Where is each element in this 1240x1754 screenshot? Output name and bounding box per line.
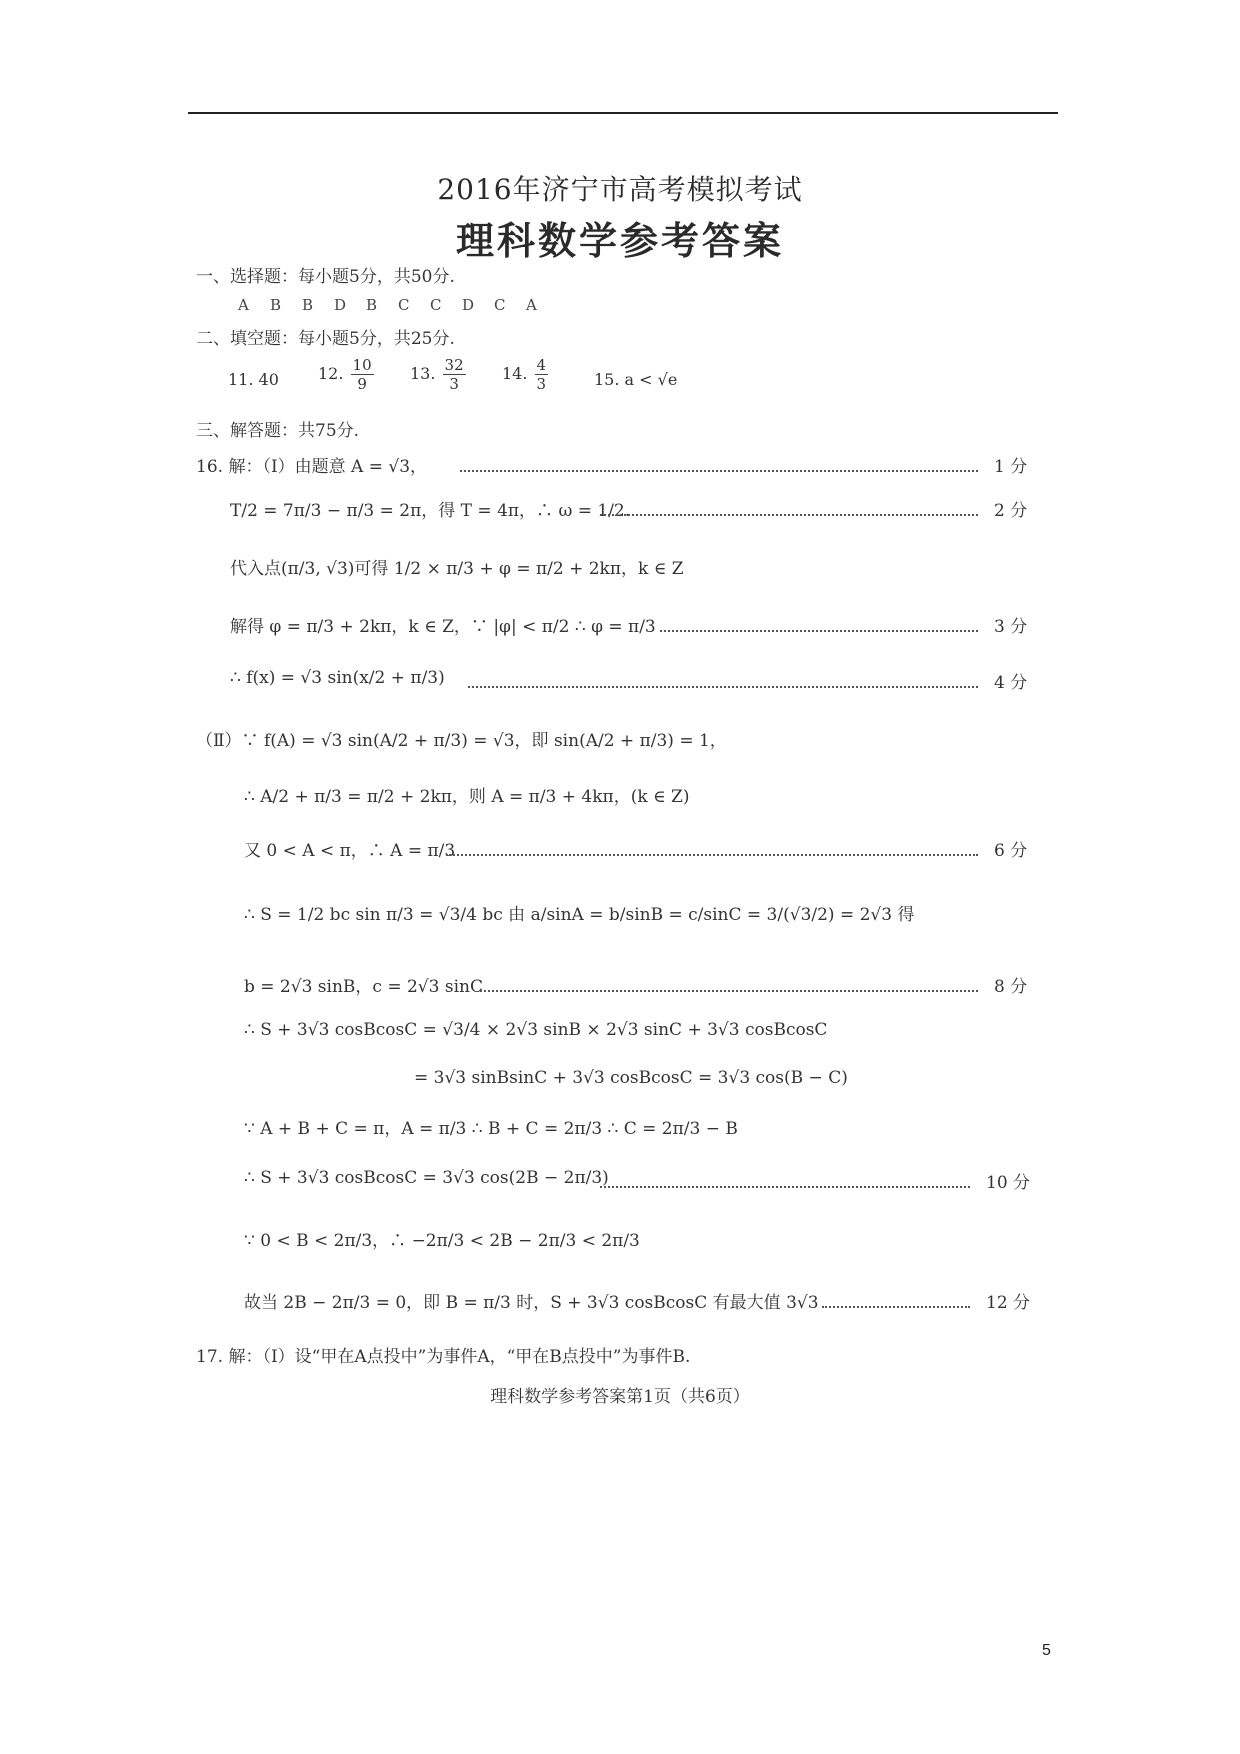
- score-8: 8 分: [994, 977, 1028, 997]
- q17-line-1: 17. 解：（Ⅰ）设“甲在A点投中”为事件A，“甲在B点投中”为事件B.: [196, 1347, 691, 1367]
- q16-part2-line-3: 又 0 < A < π，∴ A = π/3: [244, 841, 456, 861]
- section1-heading: 一、选择题：每小题5分，共50分.: [196, 267, 455, 287]
- answer-key-title: 理科数学参考答案: [455, 218, 784, 263]
- dot-leader: [600, 514, 978, 516]
- q16-line-1: 16. 解：（Ⅰ）由题意 A = √3，: [196, 457, 428, 477]
- page-number: 5: [1042, 1642, 1051, 1659]
- fill-answer-12: 12. $\frac{10}{9}$: [318, 356, 372, 393]
- score-10: 10 分: [986, 1173, 1031, 1193]
- q16-line-4: 解得 φ = π/3 + 2kπ，k ∈ Z，∵ |φ| < π/2 ∴ φ = π/3: [230, 617, 656, 637]
- section2-heading: 二、填空题：每小题5分，共25分.: [196, 329, 455, 349]
- q16-part2-line-9: ∴ S + 3√3 cosBcosC = 3√3 cos(2B − 2π/3): [244, 1168, 609, 1188]
- answer-2: B: [270, 296, 282, 314]
- dot-leader: [480, 990, 978, 992]
- dot-leader: [468, 686, 978, 688]
- dot-leader: [446, 854, 978, 856]
- dot-leader: [460, 470, 978, 472]
- score-2: 2 分: [994, 501, 1028, 521]
- answer-8: D: [462, 296, 475, 314]
- answer-4: D: [334, 296, 347, 314]
- score-3: 3 分: [994, 617, 1028, 637]
- q16-line-3: 代入点(π/3, √3)可得 1/2 × π/3 + φ = π/2 + 2kπ，k ∈ Z: [230, 559, 684, 579]
- dot-leader: [660, 630, 978, 632]
- answer-3: B: [302, 296, 314, 314]
- q16-line-2: T/2 = 7π/3 − π/3 = 2π，得 T = 4π，∴ ω = 1/2.: [230, 501, 631, 521]
- answer-7: C: [430, 296, 442, 314]
- q16-line-5: ∴ f(x) = √3 sin(x/2 + π/3): [230, 668, 445, 688]
- fill-answer-15: 15. a < √e: [594, 370, 678, 389]
- q16-part2-line-11: 故当 2B − 2π/3 = 0，即 B = π/3 时，S + 3√3 cosBcosC 有最大值 3√3: [244, 1293, 819, 1313]
- q16-part2-line-8: ∵ A + B + C = π，A = π/3 ∴ B + C = 2π/3 ∴ C = 2π/3 − B: [244, 1119, 738, 1139]
- q16-part2-line-1: （Ⅱ）∵ f(A) = √3 sin(A/2 + π/3) = √3，即 sin(A/2 + π/3) = 1，: [196, 731, 727, 751]
- answer-1: A: [238, 296, 249, 314]
- score-4: 4 分: [994, 673, 1028, 693]
- q16-part2-line-10: ∵ 0 < B < 2π/3，∴ −2π/3 < 2B − 2π/3 < 2π/3: [244, 1231, 640, 1251]
- answer-10: A: [526, 296, 537, 314]
- fill-answer-13: 13. $\frac{32}{3}$: [410, 356, 464, 393]
- score-12: 12 分: [986, 1293, 1031, 1313]
- q16-part2-line-7: = 3√3 sinBsinC + 3√3 cosBcosC = 3√3 cos(B − C): [414, 1068, 848, 1088]
- q16-part2-line-2: ∴ A/2 + π/3 = π/2 + 2kπ，则 A = π/3 + 4kπ，(k ∈ Z): [244, 787, 690, 807]
- header-rule: [188, 112, 1058, 114]
- q16-part2-line-4: ∴ S = 1/2 bc sin π/3 = √3/4 bc 由 a/sinA = b/sinB = c/sinC = 3/(√3/2) = 2√3 得: [244, 905, 915, 925]
- score-6: 6 分: [994, 841, 1028, 861]
- exam-title: 2016年济宁市高考模拟考试: [437, 173, 803, 206]
- answer-6: C: [398, 296, 410, 314]
- q16-part2-line-6: ∴ S + 3√3 cosBcosC = √3/4 × 2√3 sinB × 2√3 sinC + 3√3 cosBcosC: [244, 1020, 828, 1040]
- fill-answer-11: 11. 40: [228, 370, 279, 389]
- q16-part2-line-5: b = 2√3 sinB，c = 2√3 sinC: [244, 977, 483, 997]
- dot-leader: [822, 1306, 970, 1308]
- fill-answer-14: 14. $\frac{4}{3}$: [502, 356, 547, 393]
- answer-9: C: [494, 296, 506, 314]
- score-1: 1 分: [994, 457, 1028, 477]
- answer-5: B: [366, 296, 378, 314]
- page-footer: 理科数学参考答案第1页（共6页）: [490, 1387, 750, 1407]
- section3-heading: 三、解答题：共75分.: [196, 421, 360, 441]
- dot-leader: [600, 1186, 970, 1188]
